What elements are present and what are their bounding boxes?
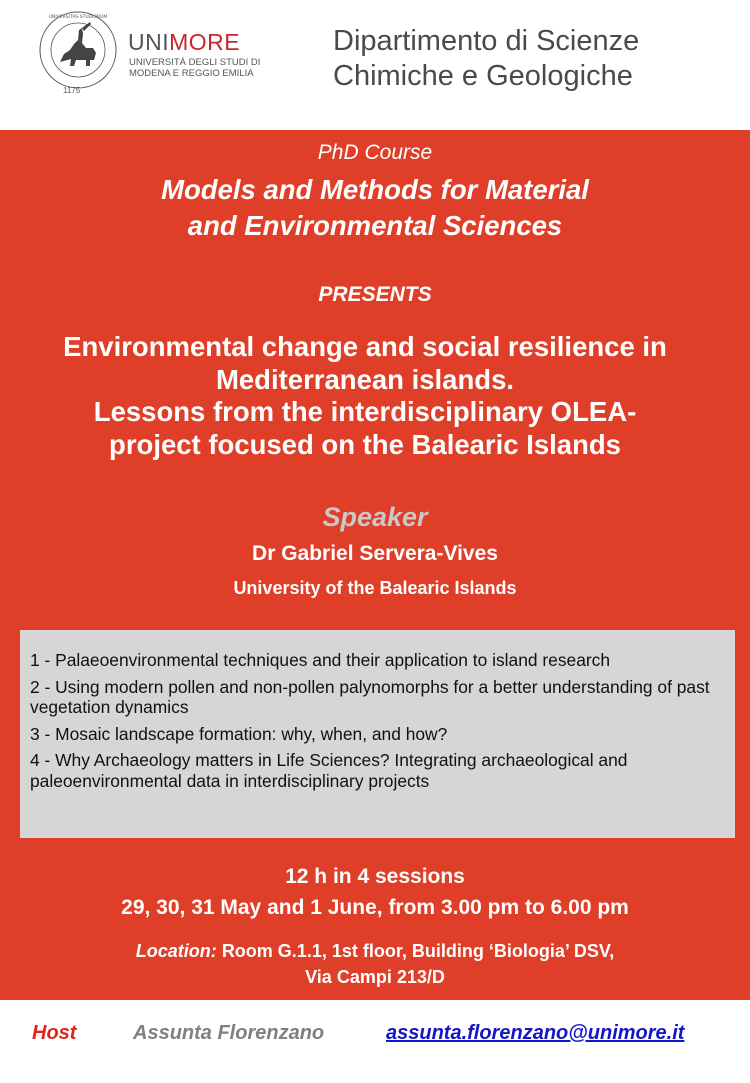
speaker-label: Speaker (322, 502, 428, 532)
topic-item: 3 - Mosaic landscape formation: why, when, and how? (30, 723, 448, 744)
university-seal-logo (38, 10, 118, 90)
host-email-link[interactable]: assunta.florenzano@unimore.it (386, 1022, 685, 1044)
logotype-accent: MORE (169, 29, 241, 55)
speaker-affiliation: University of the Balearic Islands (233, 578, 517, 598)
logotype-prefix: UNI (128, 29, 170, 55)
talk-title-line: Mediterranean islands. (215, 363, 514, 395)
talk-title-line: project focused on the Balearic Islands (109, 428, 621, 460)
location-address-2: Via Campi 213/D (305, 967, 445, 987)
course-title-line-2: and Environmental Sciences (187, 210, 563, 241)
sessions-info: 12 h in 4 sessions (285, 865, 465, 888)
header (0, 0, 750, 130)
university-subtitle: UNIVERSITÀ DEGLI STUDI DI MODENA E REGGIO EMILIA (129, 57, 261, 79)
speaker-name: Dr Gabriel Servera-Vives (252, 542, 498, 565)
talk-title-line: Lessons from the interdisciplinary OLEA- (93, 396, 637, 427)
location-address-1: Room G.1.1, 1st floor, Building ‘Biologia’ DSV, (221, 941, 615, 961)
course-title (0, 172, 750, 244)
dates-info: 29, 30, 31 May and 1 June, from 3.00 pm to 6.00 pm (121, 896, 629, 919)
presents-label: PRESENTS (318, 283, 432, 306)
seal-year: 1175 (63, 86, 81, 95)
host-name: Assunta Florenzano (133, 1022, 325, 1044)
footer (0, 1000, 750, 1083)
svg-text:UNIVERSITAS STUDIORUM: UNIVERSITAS STUDIORUM (48, 15, 108, 20)
department-line-2: Chimiche e Geologiche (333, 60, 633, 92)
location-label: Location: (135, 941, 217, 961)
topics-box (20, 630, 735, 838)
event-panel (0, 130, 750, 1000)
location-info (0, 938, 750, 990)
location-line-1 (0, 938, 750, 964)
host-label: Host (32, 1022, 77, 1044)
talk-title-line: Environmental change and social resilience in (63, 331, 667, 362)
course-kicker: PhD Course (317, 141, 433, 164)
talk-title (15, 331, 715, 461)
department-line-1: Dipartimento di Scienze (333, 25, 640, 57)
department-name (333, 24, 639, 94)
course-title-line-1: Models and Methods for Material (161, 174, 589, 205)
topic-item: 4 - Why Archaeology matters in Life Sciences? Integrating archaeological and paleoenvironmental data in interdisciplinary projects (30, 750, 628, 791)
university-logotype (128, 29, 240, 56)
topic-item: 1 - Palaeoenvironmental techniques and their application to island research (30, 650, 611, 670)
topic-item: 2 - Using modern pollen and non-pollen palynomorphs for a better understanding of past vegetation dynamics (30, 676, 710, 717)
